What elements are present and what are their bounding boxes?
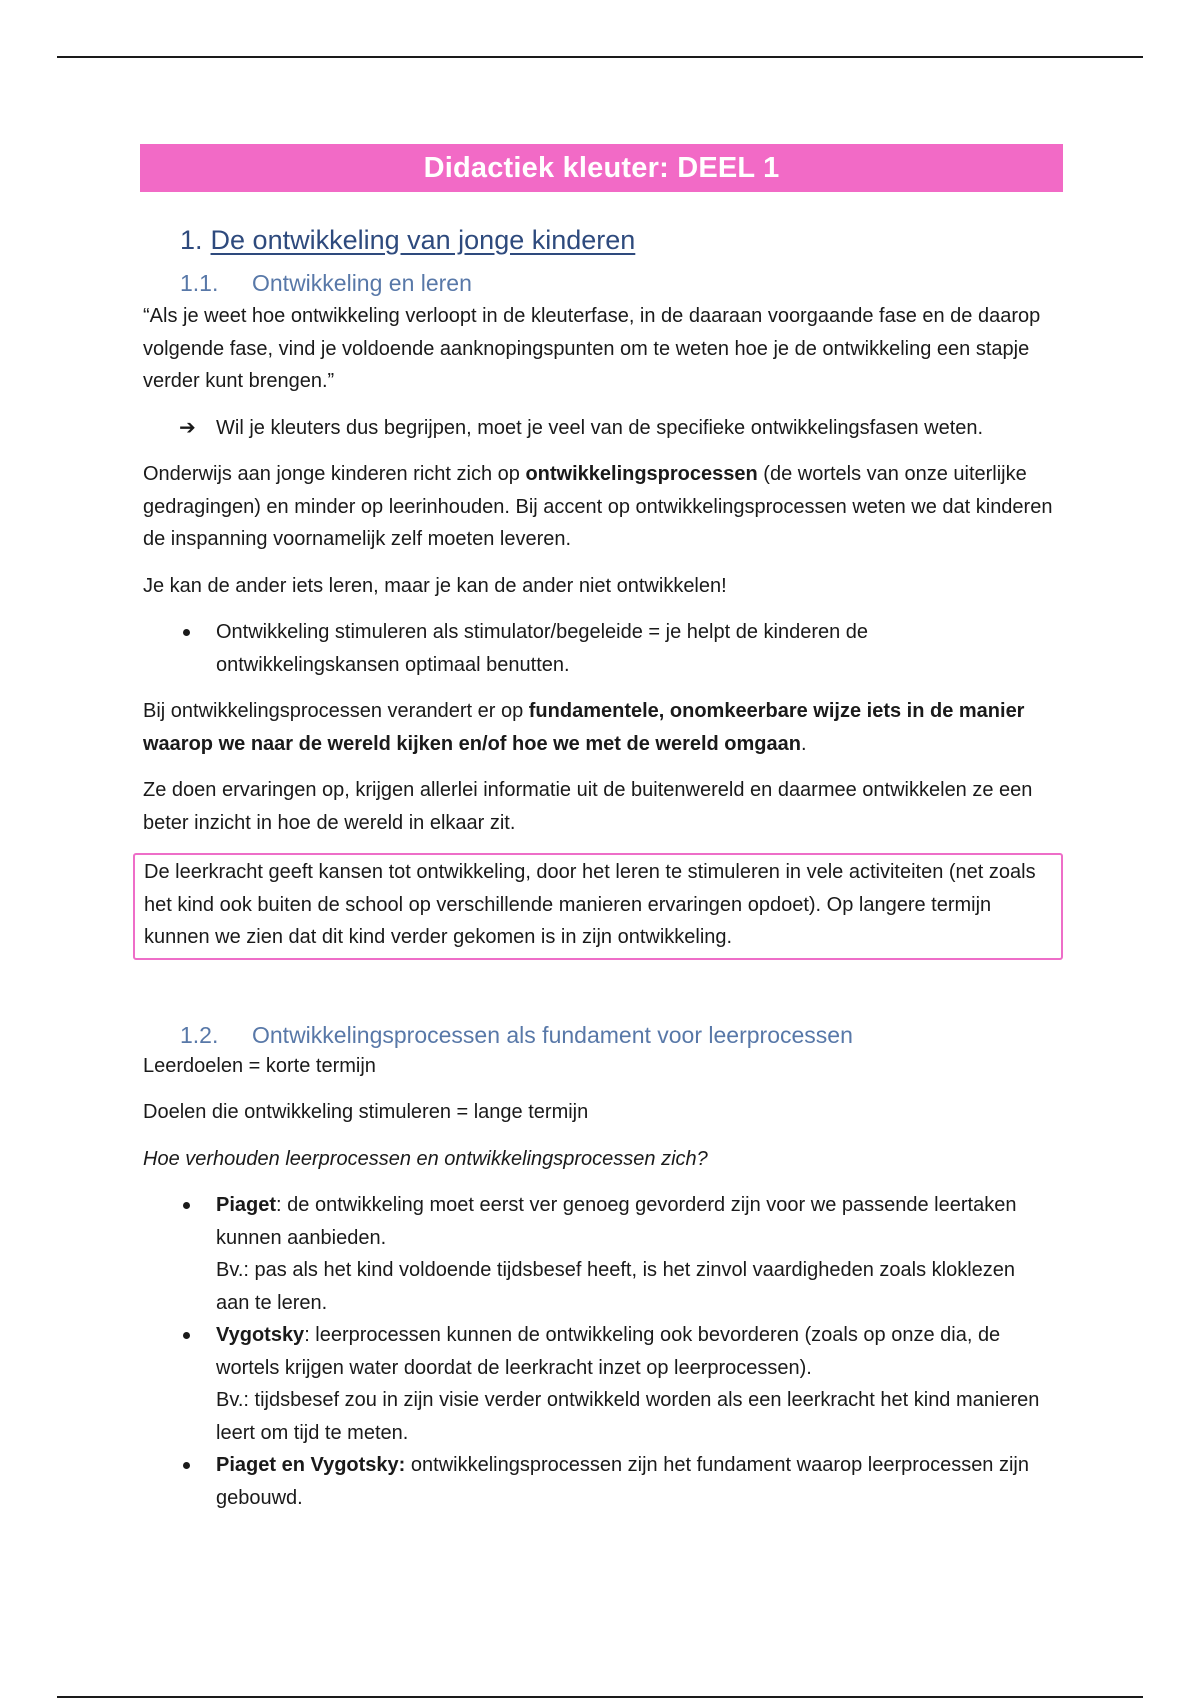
italic-question: Hoe verhouden leerprocessen en ontwikkelingsprocessen zich? (143, 1147, 708, 1170)
subheading-text: Ontwikkelingsprocessen als fundament voor leerprocessen (252, 1021, 853, 1048)
text-run: Bij ontwikkelingsprocessen verandert er op (143, 700, 529, 722)
subheading-text: Ontwikkeling en leren (252, 270, 472, 296)
list-item-text: Wil je kleuters dus begrijpen, moet je veel van de specifieke ontwikkelingsfasen weten. (216, 416, 984, 439)
theorist-name: Piaget (216, 1194, 277, 1216)
theorist-name: Piaget en Vygotsky: (216, 1454, 406, 1476)
list-item-text: ontwikkelingsprocessen zijn het fundament waarop leerprocessen zijn gebouwd. (216, 1454, 1029, 1509)
paragraph-leerdoelen: Leerdoelen = korte termijn (143, 1054, 376, 1077)
document-body (143, 216, 1053, 1514)
arrow-list (143, 412, 1053, 445)
paragraph-doelen: Doelen die ontwikkeling stimuleren = lange termijn (143, 1101, 589, 1123)
heading-text: De ontwikkeling van jonge kinderen (210, 225, 636, 255)
heading-section-1-1 (180, 268, 1053, 298)
paragraph-processen (143, 695, 1053, 760)
bottom-rule (57, 1696, 1143, 1698)
top-rule (57, 56, 1143, 58)
list-item-vygotsky (143, 1319, 1053, 1449)
highlighted-box (133, 853, 1063, 960)
heading-number: 1. (180, 225, 203, 255)
example-text: Bv.: pas als het kind voldoende tijdsbesef heeft, is het zinvol vaardigheden zoals kloklezen aan te leren. (216, 1259, 1016, 1314)
theorist-name: Vygotsky (216, 1324, 305, 1346)
document-title: Didactiek kleuter: DEEL 1 (423, 151, 780, 184)
text-run: . (800, 732, 807, 755)
paragraph-statement: Je kan de ander iets leren, maar je kan de ander niet ontwikkelen! (143, 574, 727, 597)
list-item-piaget (143, 1189, 1053, 1319)
quote-paragraph: “Als je weet hoe ontwikkeling verloopt in de kleuterfase, in de daaraan voorgaande fase en de daarop volgende fase, vind je voldoende aanknopingspunten om te weten hoe je de ontwikkeling een stapje verder kunt brengen.” (143, 305, 1041, 392)
paragraph-ervaringen: Ze doen ervaringen op, krijgen allerlei informatie uit de buitenwereld en daarmee ontwikkelen ze een beter inzicht in hoe de wereld in elkaar zit. (143, 779, 1033, 834)
example-text: Bv.: tijdsbesef zou in zijn visie verder ontwikkeld worden als een leerkracht het kind manieren leert om tijd te meten. (216, 1389, 1040, 1444)
subheading-number: 1.1. (180, 270, 219, 296)
arrow-right-icon: ➔ (179, 416, 196, 439)
heading-section-1-2 (180, 1020, 1053, 1050)
bold-phrase: fundamentele, onomkeerbare wijze iets in de manier waarop we naar de wereld kijken en/of hoe we met de wereld omgaan (143, 700, 1025, 755)
paragraph-question (143, 1143, 1053, 1176)
title-banner (140, 144, 1063, 192)
bold-term: ontwikkelingsprocessen (525, 463, 758, 485)
list-item-text: : de ontwikkeling moet eerst ver genoeg gevorderd zijn voor we passende leertaken kunnen aanbieden. (216, 1194, 1017, 1249)
list-item (143, 616, 1053, 681)
list-item-piaget-vygotsky (143, 1449, 1053, 1514)
heading-section-1 (180, 220, 1053, 260)
text-run: (de wortels van onze uiterlijke gedragingen) en minder op leerinhouden. Bij accent op ontwikkelingsprocessen weten we dat kinderen de inspanning voornamelijk zelf moeten leveren. (143, 463, 1053, 550)
list-item-text: : leerprocessen kunnen de ontwikkeling ook bevorderen (zoals op onze dia, de wortels krijgen water doordat de leerkracht inzet op leerprocessen). (216, 1324, 1001, 1379)
subheading-number: 1.2. (180, 1021, 219, 1048)
theorist-list (143, 1189, 1053, 1514)
boxed-paragraph: De leerkracht geeft kansen tot ontwikkeling, door het leren te stimuleren in vele activiteiten (net zoals het kind ook buiten de school op verschillende manieren ervaringen opdoet). Op langere termijn kunnen we zien dat dit kind verder gekomen is in zijn ontwikkeling. (144, 861, 1036, 948)
paragraph-onderwijs (143, 458, 1053, 556)
text-run: Onderwijs aan jonge kinderen richt zich op (143, 463, 526, 485)
list-item (143, 412, 1053, 445)
list-item-text: Ontwikkeling stimuleren als stimulator/begeleide = je helpt de kinderen de ontwikkelingskansen optimaal benutten. (216, 621, 869, 676)
bullet-list (143, 616, 1053, 681)
